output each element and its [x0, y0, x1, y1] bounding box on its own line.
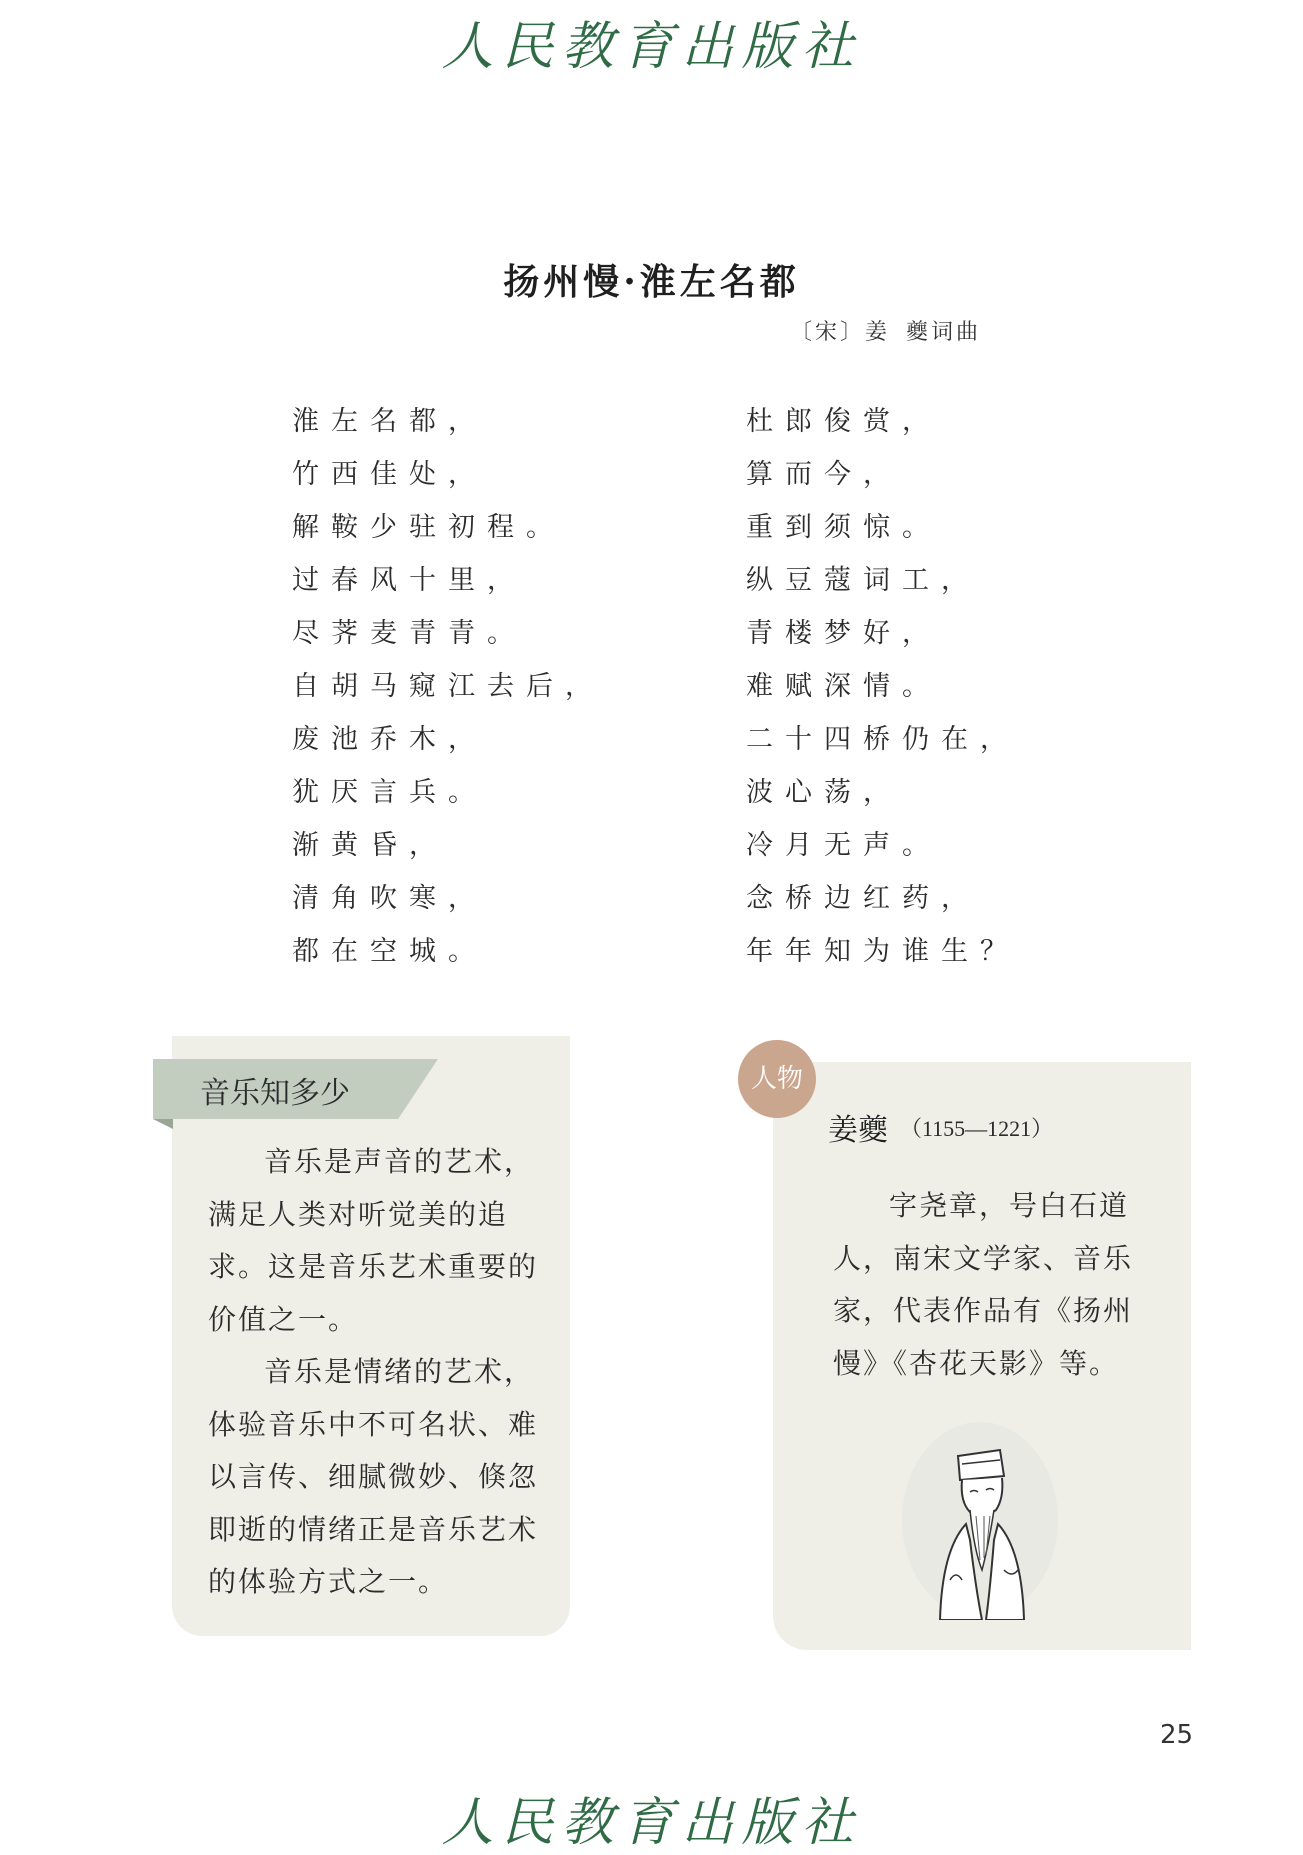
music-paragraph: 音乐是情绪的艺术，体验音乐中不可名状、难以言传、细腻微妙、倏忽即逝的情绪正是音乐艺术的体验方式之一。 — [208, 1355, 539, 1598]
poem-line: 淮左名都， — [292, 406, 487, 437]
poem-left-column — [292, 400, 692, 983]
poem-line: 冷月无声。 — [746, 830, 941, 861]
scholar-portrait-icon — [900, 1420, 1060, 1620]
poem-line: 青楼梦好， — [746, 618, 941, 649]
poem-line: 纵豆蔻词工， — [746, 565, 980, 596]
poem-line: 竹西佳处， — [292, 459, 487, 490]
music-paragraph: 音乐是声音的艺术，满足人类对听觉美的追求。这是音乐艺术重要的价值之一。 — [208, 1145, 539, 1336]
person-badge-label: 人物 — [750, 1064, 803, 1094]
publisher-watermark-bottom: 人民教育出版社 — [441, 1793, 862, 1853]
person-dates: （1155—1221） — [900, 1116, 1054, 1141]
poem-line: 自胡马窥江去后， — [292, 671, 604, 702]
poem-right-column — [746, 400, 1146, 983]
poem-line: 废池乔木， — [292, 724, 487, 755]
poem-line: 波心荡， — [746, 777, 902, 808]
poem-line: 杜郎俊赏， — [746, 406, 941, 437]
poem-line: 尽荠麦青青。 — [292, 618, 526, 649]
tab-fold-decoration — [153, 1119, 173, 1129]
poem-line: 过春风十里， — [292, 565, 526, 596]
poem-line: 算而今， — [746, 459, 902, 490]
music-knowledge-heading: 音乐知多少 — [200, 1076, 350, 1111]
page-number: 25 — [1160, 1720, 1194, 1750]
poem-line: 念桥边红药， — [746, 883, 980, 914]
poem-line: 都在空城。 — [292, 936, 487, 967]
poem-line: 难赋深情。 — [746, 671, 941, 702]
person-description-text: 字尧章，号白石道人，南宋文学家、音乐家，代表作品有《扬州慢》《杏花天影》等。 — [833, 1189, 1134, 1380]
poem-author: 〔宋〕姜 夔词曲 — [790, 320, 981, 345]
poem-line: 二十四桥仍在， — [746, 724, 1019, 755]
poem-line: 犹厌言兵。 — [292, 777, 487, 808]
music-knowledge-text — [208, 1136, 548, 1609]
poem-line: 年年知为谁生？ — [746, 936, 1019, 967]
person-description — [833, 1180, 1155, 1390]
person-name: 姜夔 — [828, 1113, 888, 1148]
poem-title: 扬州慢·淮左名都 — [503, 261, 800, 303]
poem-line: 解鞍少驻初程。 — [292, 512, 565, 543]
publisher-watermark-top: 人民教育出版社 — [441, 17, 862, 77]
poem-line: 清角吹寒， — [292, 883, 487, 914]
poem-line: 渐黄昏， — [292, 830, 448, 861]
poem-line: 重到须惊。 — [746, 512, 941, 543]
